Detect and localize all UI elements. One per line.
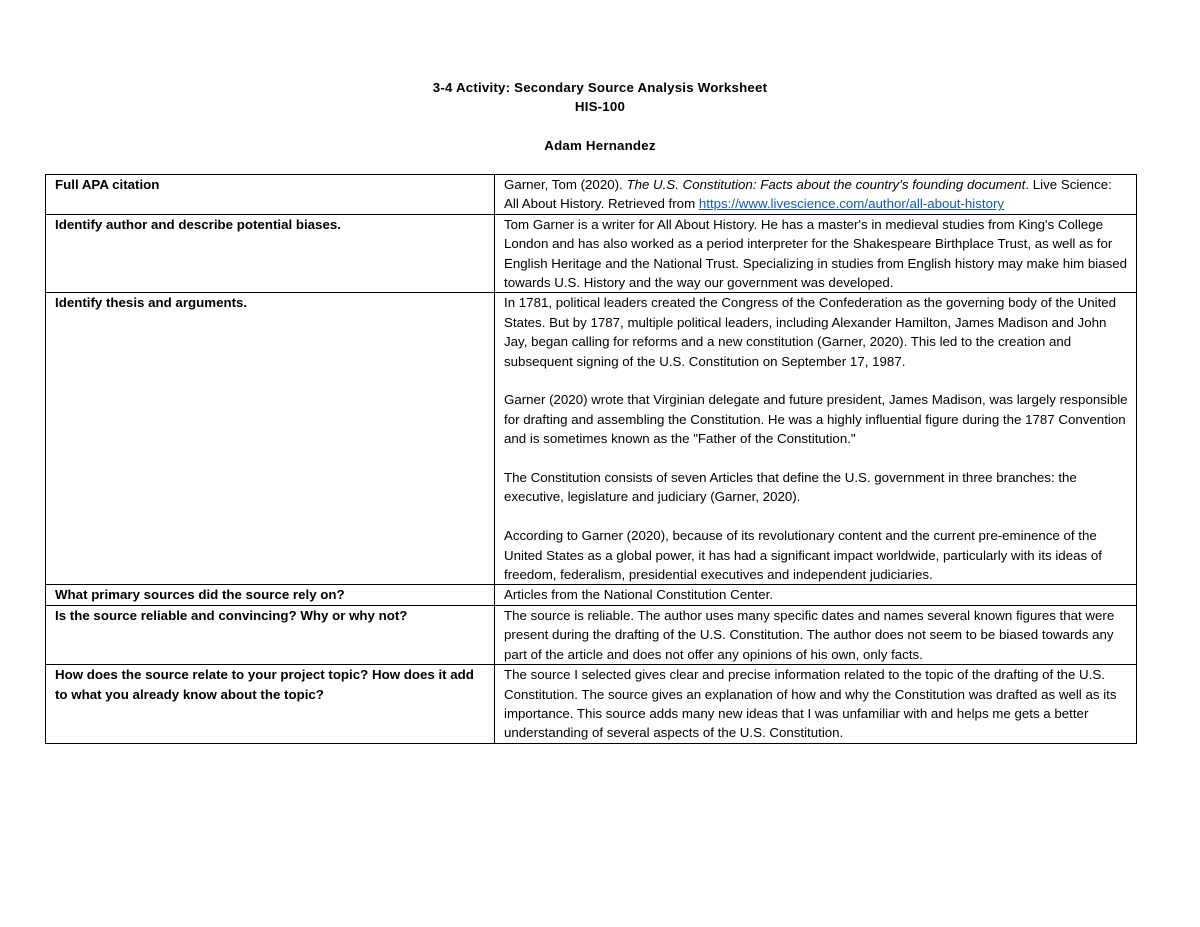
course-code: HIS-100	[574, 99, 626, 114]
question-thesis: Identify thesis and arguments.	[46, 293, 495, 585]
thesis-paragraph-1: In 1781, political leaders created the Congress of the Confederation as the governing body of the United States. But by 1787, multiple political leaders, including Alexander Hamilton, James Madison and John Jay, began calling for reforms and a new constitution (Garner, 2020). This led to the creation and subsequent signing of the U.S. Constitution on September 17, 1987.	[504, 295, 1117, 369]
citation-url-link[interactable]: https://www.livescience.com/author/all-about-history	[698, 196, 1005, 212]
table-row-thesis	[46, 293, 1137, 585]
answer-relation: The source I selected gives clear and precise information related to the topic of the drafting of the U.S. Constitution. The source gives an explanation of how and why the Constitution was drafted as well as its importance. This source adds many new ideas that I was unfamiliar with and helps me gets a better understanding of several aspects of the U.S. Constitution.	[495, 665, 1137, 744]
student-name: Adam Hernandez	[544, 138, 656, 153]
header-spacer	[0, 116, 1200, 136]
thesis-paragraph-2: Garner (2020) wrote that Virginian delegate and future president, James Madison, was largely responsible for drafting and assembling the Constitution. He was a highly influential figure during the 1787 Convention and is sometimes known as the "Father of the Constitution."	[504, 392, 1128, 447]
answer-reliability: The source is reliable. The author uses many specific dates and names several known figures that were present during the drafting of the U.S. Constitution. The author does not seem to be biased towards any part of the article and does not offer any opinions of his own, only facts.	[495, 605, 1137, 664]
answer-primary-sources: Articles from the National Constitution Center.	[495, 585, 1137, 605]
citation-author: Garner, Tom (2020).	[504, 177, 623, 192]
document-title: 3-4 Activity: Secondary Source Analysis Worksheet	[432, 80, 768, 95]
citation-article-title: The U.S. Constitution: Facts about the country’s founding document	[626, 177, 1026, 192]
table-row-citation	[46, 175, 1137, 215]
citation-publisher: . Live Science: All About History. Retrieved from	[504, 177, 1112, 212]
document-header	[0, 78, 1200, 155]
analysis-table	[45, 174, 1137, 744]
question-primary-sources: What primary sources did the source rely on?	[46, 585, 495, 605]
question-relation: How does the source relate to your project topic? How does it add to what you already know about the topic?	[46, 665, 495, 744]
answer-thesis	[495, 293, 1137, 585]
thesis-paragraph-4: According to Garner (2020), because of its revolutionary content and the current pre-eminence of the United States as a global power, it has had a significant impact worldwide, particularly with its ideas of freedom, federalism, presidential executives and independent judiciaries.	[504, 528, 1102, 583]
table-row-reliability	[46, 605, 1137, 664]
thesis-paragraph-3: The Constitution consists of seven Articles that define the U.S. government in three branches: the executive, legislature and judiciary (Garner, 2020).	[504, 470, 1077, 505]
question-author-bias: Identify author and describe potential biases.	[46, 214, 495, 293]
answer-citation	[495, 175, 1137, 215]
answer-author-bias: Tom Garner is a writer for All About History. He has a master's in medieval studies from King's College London and has also worked as a period interpreter for the Shakespeare Birthplace Trust, as well as for English Heritage and the National Trust. Specializing in studies from English history may make him biased towards U.S. History and the way our government was developed.	[495, 214, 1137, 293]
question-citation: Full APA citation	[46, 175, 495, 215]
table-row-relation	[46, 665, 1137, 744]
question-reliability: Is the source reliable and convincing? Why or why not?	[46, 605, 495, 664]
table-row-author-bias	[46, 214, 1137, 293]
table-row-primary-sources	[46, 585, 1137, 605]
